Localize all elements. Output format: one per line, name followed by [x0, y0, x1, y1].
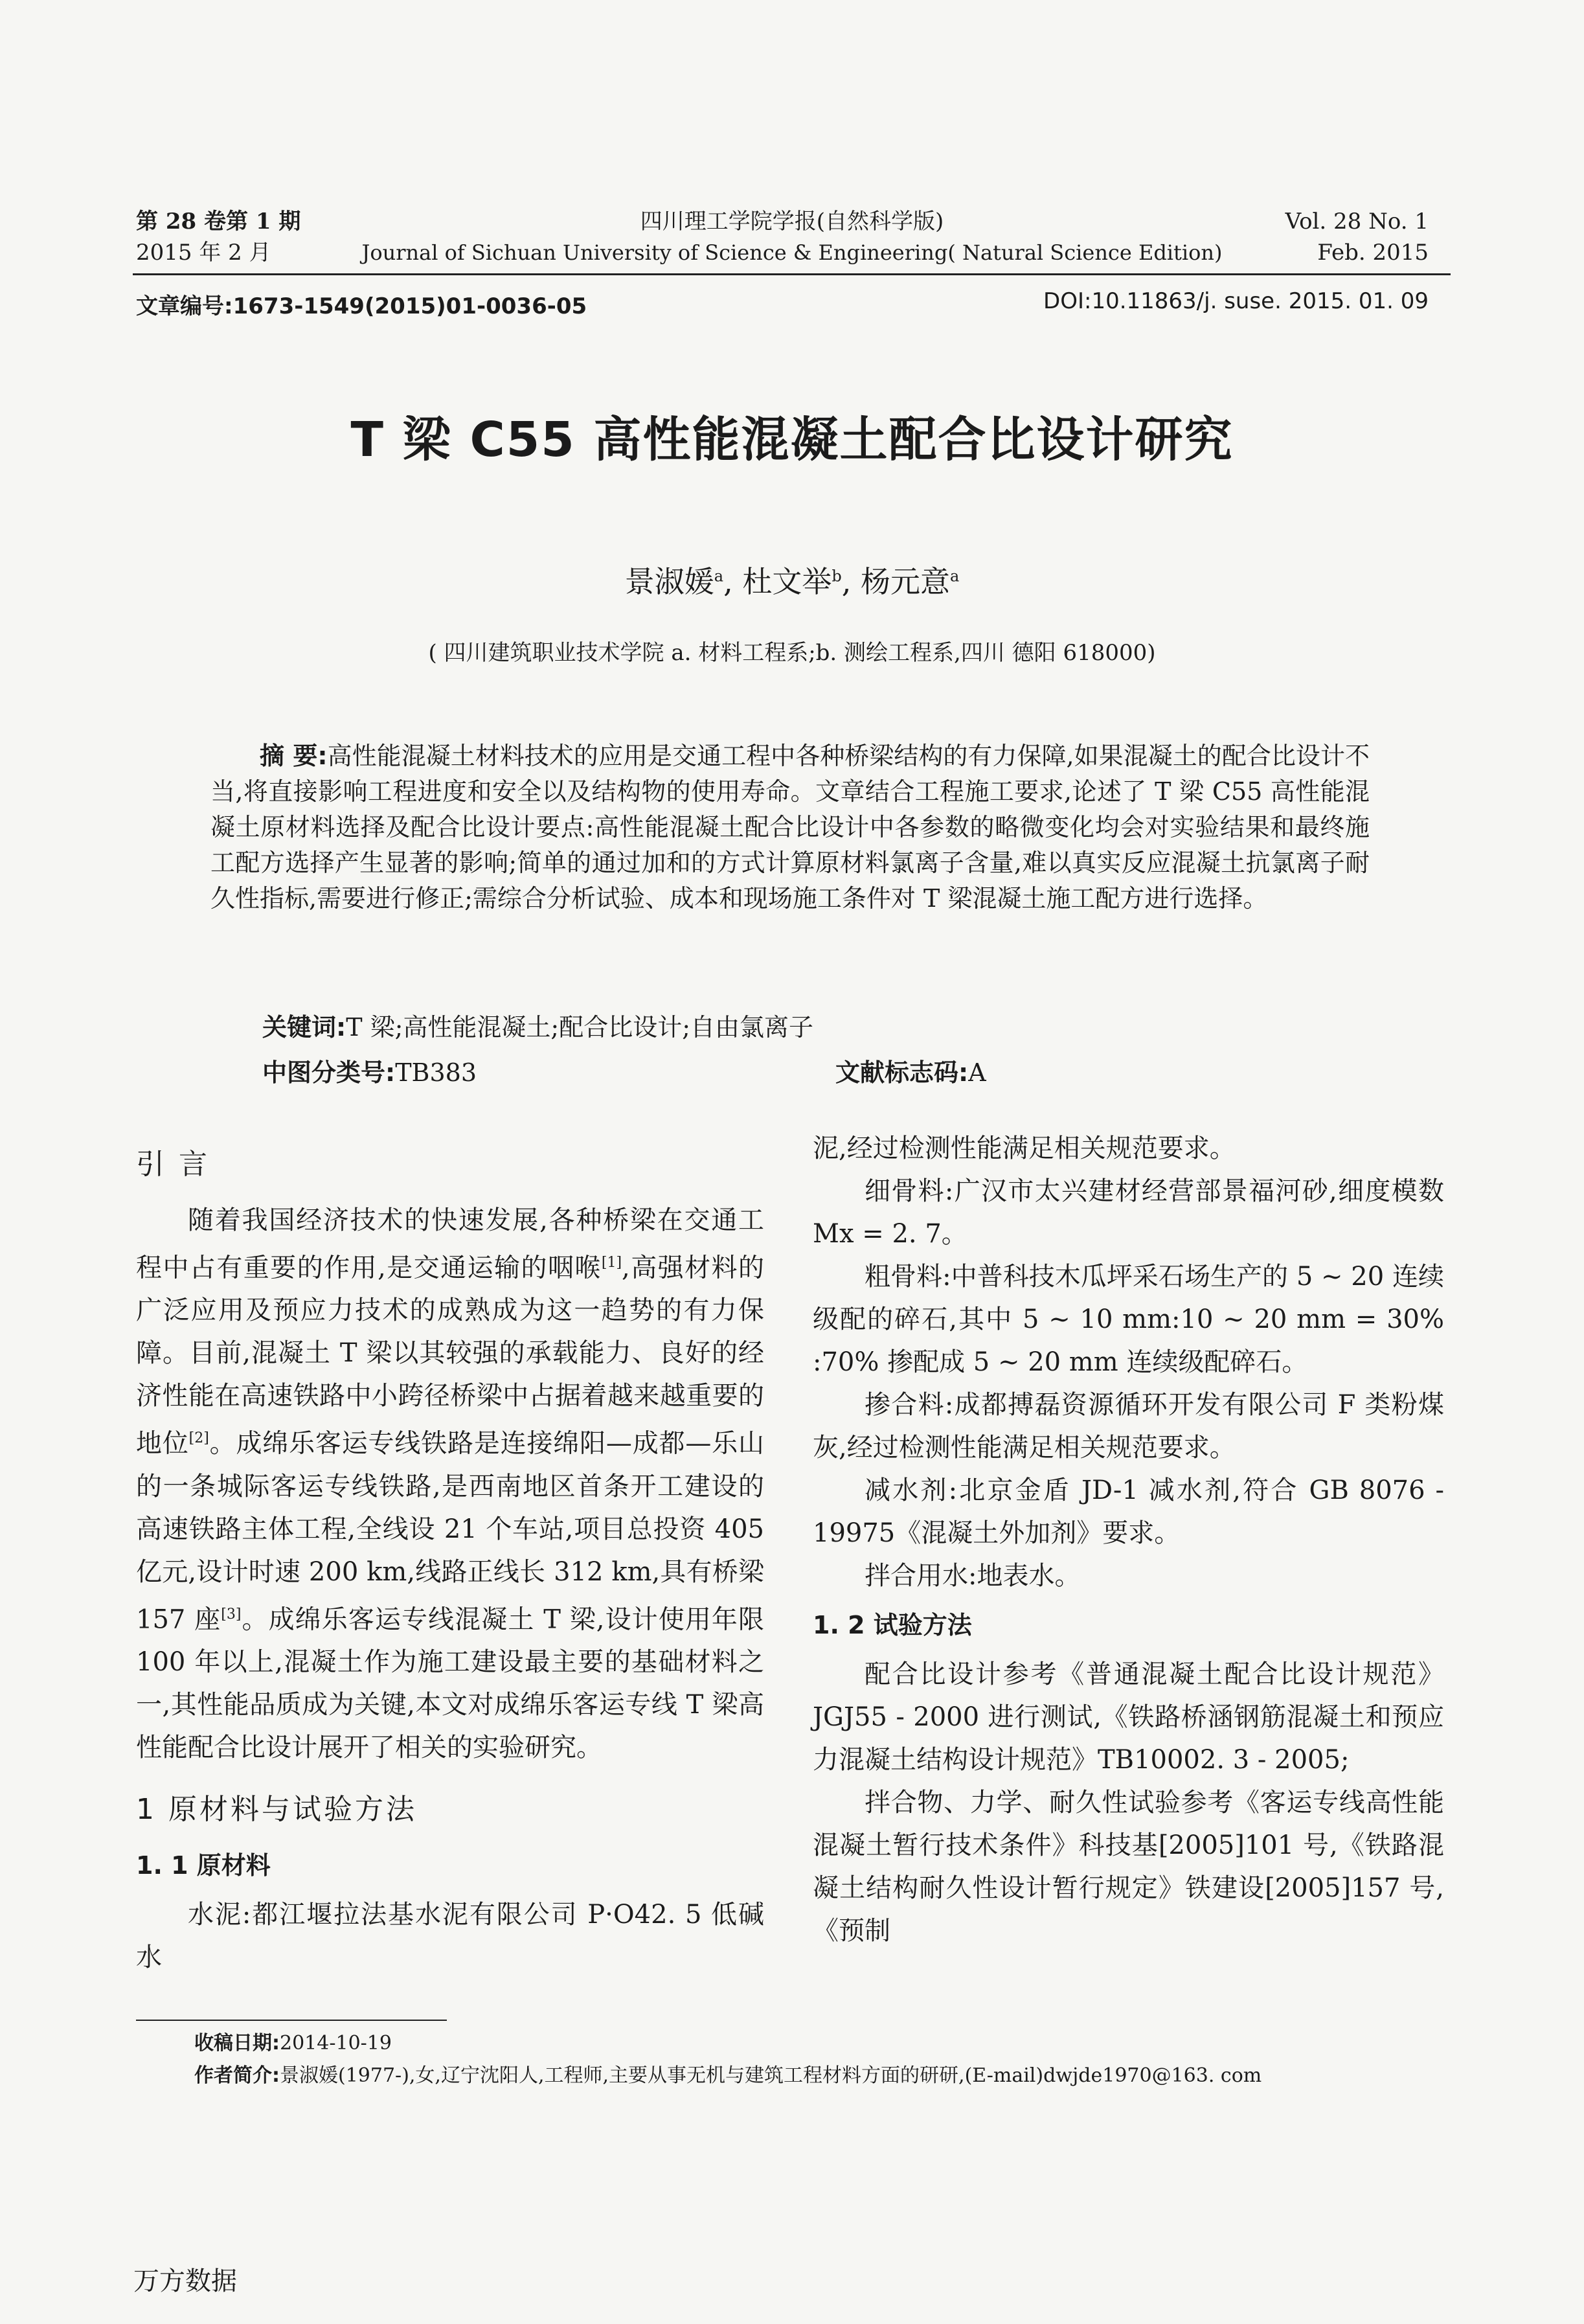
- intro-text: 。成绵乐客运专线铁路是连接绵阳—成都—乐山的一条城际客运专线铁路,是西南地区首条开工建设的高速铁路主体工程,全线设 21 个车站,项目总投资 405 亿元,设计时速 200 km,线路正线长 312 km,具有桥梁 157 座: [136, 1428, 765, 1634]
- author-bio-label: 作者简介:: [194, 2064, 280, 2087]
- document-code-value: A: [968, 1058, 986, 1087]
- intro-text: 随着我国经济技术的快速发展,各种桥梁在交通工程中占有重要的作用,是交通运输的咽喉: [136, 1205, 764, 1283]
- received-value: 2014-10-19: [280, 2032, 392, 2055]
- author-bio: [194, 2060, 1425, 2092]
- section-1-heading: 1 原材料与试验方法: [136, 1792, 417, 1826]
- keywords-text: T 梁;高性能混凝土;配合比设计;自由氯离子: [346, 1013, 814, 1042]
- keywords-label: 关键词:: [262, 1013, 346, 1042]
- clc-number: [262, 1053, 477, 1088]
- admixture: 掺合料:成都搏磊资源循环开发有限公司 F 类粉煤灰,经过检测性能满足相关规范要求。: [813, 1390, 1444, 1463]
- abstract: [210, 738, 1370, 917]
- volume-cn: 第 28 卷第 1 期: [136, 209, 301, 234]
- left-column: [136, 1143, 764, 1979]
- author-bio-text: 景淑媛(1977-),女,辽宁沈阳人,工程师,主要从事无机与建筑工程材料方面的研研,(E-mail)dwjde1970@163. com: [280, 2064, 1262, 2087]
- author-list: 景淑媛$^a$, 杜文举$^b$, 杨元意$^a$: [624, 564, 960, 599]
- right-column: [813, 1127, 1444, 1952]
- clc-label: 中图分类号:: [262, 1058, 396, 1087]
- affiliation: ( 四川建筑职业技术学院 a. 材料工程系;b. 测绘工程系,四川 德阳 618000): [428, 640, 1156, 666]
- journal-cn: 四川理工学院学报(自然科学版): [640, 209, 944, 234]
- author-aff: b: [832, 567, 842, 586]
- citation: [3]: [221, 1606, 242, 1623]
- cement-paragraph: 水泥:都江堰拉法基水泥有限公司 P·O42. 5 低碱水: [136, 1899, 764, 1972]
- citation: [2]: [188, 1430, 209, 1447]
- footnote-rule: [136, 2020, 447, 2021]
- keywords: [262, 1007, 813, 1043]
- received-date: [194, 2027, 1425, 2060]
- intro-text: ,高强材料的广泛应用及预应力技术的成熟成为这一趋势的有力保障。目前,混凝土 T 梁以其较强的承载能力、良好的经济性能在高速铁路中小跨径桥梁中占据着越来越重要的地位: [136, 1253, 765, 1459]
- author-name: 杜文举: [742, 564, 832, 599]
- volume-en: Vol. 28 No. 1: [1285, 209, 1429, 234]
- document-code-label: 文献标志码:: [835, 1058, 969, 1087]
- header-rule: [133, 273, 1451, 275]
- intro-text: 。成绵乐客运专线混凝土 T 梁,设计使用年限 100 年以上,混凝土作为施工建设最主要的基础材料之一,其性能品质成为关键,本文对成绵乐客运专线 T 梁高性能配合比设计展开了相关的实验研究。: [136, 1604, 764, 1762]
- intro-paragraph: [136, 1199, 764, 1769]
- date-cn: 2015 年 2 月: [136, 240, 271, 266]
- received-label: 收稿日期:: [194, 2032, 280, 2055]
- coarse-aggregate: 粗骨料:中普科技木瓜坪采石场生产的 5 ~ 20 连续级配的碎石,其中 5 ~ 10 mm:10 ~ 20 mm = 30% :70% 掺配成 5 ~ 20 mm 连续级配碎石。: [813, 1262, 1444, 1377]
- citation: [1]: [601, 1255, 622, 1271]
- abstract-text: 高性能混凝土材料技术的应用是交通工程中各种桥梁结构的有力保障,如果混凝土的配合比设计不当,将直接影响工程进度和安全以及结构物的使用寿命。文章结合工程施工要求,论述了 T 梁 C55 高性能混凝土原材料选择及配合比设计要点:高性能混凝土配合比设计中各参数的略微变化均会对实验结果和最终施工配方选择产生显著的影响;简单的通过加和的方式计算原材料氯离子含量,难以真实反应混凝土抗氯离子耐久性指标,需要进行修正;需综合分析试验、成本和现场施工条件对 T 梁混凝土施工配方进行选择。: [210, 742, 1370, 913]
- date-en: Feb. 2015: [1317, 240, 1429, 266]
- cement-continued: 泥,经过检测性能满足相关规范要求。: [813, 1134, 1236, 1163]
- clc-value: TB383: [395, 1058, 477, 1087]
- water-reducer: 减水剂:北京金盾 JD-1 减水剂,符合 GB 8076 - 19975《混凝土外加剂》要求。: [813, 1475, 1444, 1548]
- article-title: T 梁 C55 高性能混凝土配合比设计研究: [350, 412, 1234, 468]
- document-code: [835, 1053, 986, 1088]
- author-aff: a: [949, 567, 960, 586]
- author-aff: a: [714, 567, 724, 586]
- fine-aggregate: 细骨料:广汉市太兴建材经营部景福河砂,细度模数 Mx = 2. 7。: [813, 1176, 1444, 1249]
- section-1-2-heading: 1. 2 试验方法: [813, 1611, 972, 1639]
- method-paragraph: 配合比设计参考《普通混凝土配合比设计规范》JGJ55 - 2000 进行测试,《铁路桥涵钢筋混凝土和预应力混凝土结构设计规范》TB10002. 3 - 2005;: [813, 1659, 1444, 1775]
- mixing-water: 拌合用水:地表水。: [865, 1561, 1081, 1591]
- author-name: 景淑媛: [624, 564, 714, 599]
- method-paragraph: 拌合物、力学、耐久性试验参考《客运专线高性能混凝土暂行技术条件》科技基[2005]101 号,《铁路混凝土结构耐久性设计暂行规定》铁建设[2005]157 号,《预制: [813, 1788, 1444, 1946]
- footnote: [194, 2027, 1425, 2092]
- watermark: 万方数据: [133, 2266, 237, 2296]
- author-name: 杨元意: [860, 564, 950, 599]
- intro-heading: 引 言: [136, 1148, 210, 1181]
- doi: DOI:10.11863/j. suse. 2015. 01. 09: [1043, 288, 1429, 314]
- section-1-1-heading: 1. 1 原材料: [136, 1851, 271, 1880]
- abstract-label: 摘 要:: [260, 742, 328, 770]
- article-number: 文章编号:1673-1549(2015)01-0036-05: [136, 293, 587, 319]
- journal-en: Journal of Sichuan University of Science & Engineering( Natural Science Edition): [361, 240, 1223, 265]
